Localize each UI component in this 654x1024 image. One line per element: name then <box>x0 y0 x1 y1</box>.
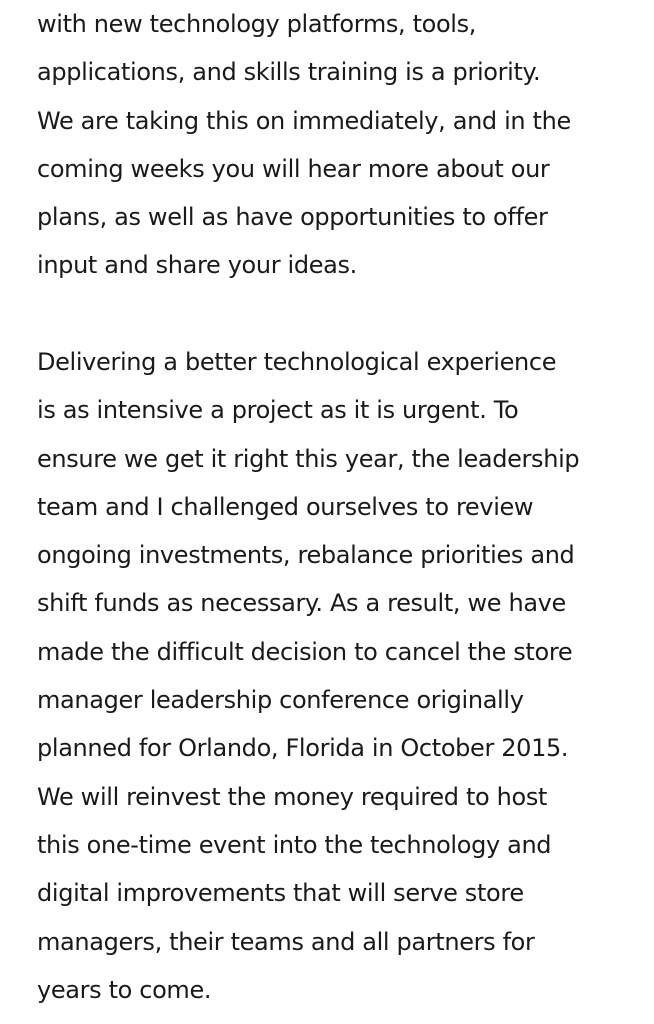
paragraph-line: Delivering a better technological experience <box>37 348 557 376</box>
paragraph-line: digital improvements that will serve store <box>37 879 524 908</box>
paragraph-line: We are taking this on immediately, and in the <box>37 106 571 135</box>
paragraph-line: years to come. <box>37 975 212 1004</box>
paragraph-line: We will reinvest the money required to host <box>37 782 548 811</box>
paragraph-line: manager leadership conference originally <box>37 686 524 715</box>
paragraph-line: ongoing investments, rebalance priorities and <box>37 541 575 570</box>
paragraph-line: this one-time event into the technology and <box>37 830 552 859</box>
paragraph-line: shift funds as necessary. As a result, we have <box>37 589 566 618</box>
paragraph-line: made the difficult decision to cancel the store <box>37 637 573 666</box>
paragraph-line: input and share your ideas. <box>37 251 357 280</box>
paragraph-line: applications, and skills training is a priority. <box>37 58 541 87</box>
paragraph-line: team and I challenged ourselves to review <box>37 492 534 521</box>
paragraph-line: is as intensive a project as it is urgent. To <box>37 396 519 425</box>
paragraph-conference-cancellation <box>37 338 637 1014</box>
paragraph-line: managers, their teams and all partners for <box>37 927 535 956</box>
paragraph-line: plans, as well as have opportunities to offer <box>37 203 548 232</box>
paragraph-line: with new technology platforms, tools, <box>37 10 477 38</box>
paragraph-line: ensure we get it right this year, the leadership <box>37 444 580 473</box>
paragraph-technology-priority <box>37 0 637 290</box>
paragraph-line: coming weeks you will hear more about our <box>37 154 550 183</box>
paragraph-line: planned for Orlando, Florida in October 2015. <box>37 734 569 763</box>
